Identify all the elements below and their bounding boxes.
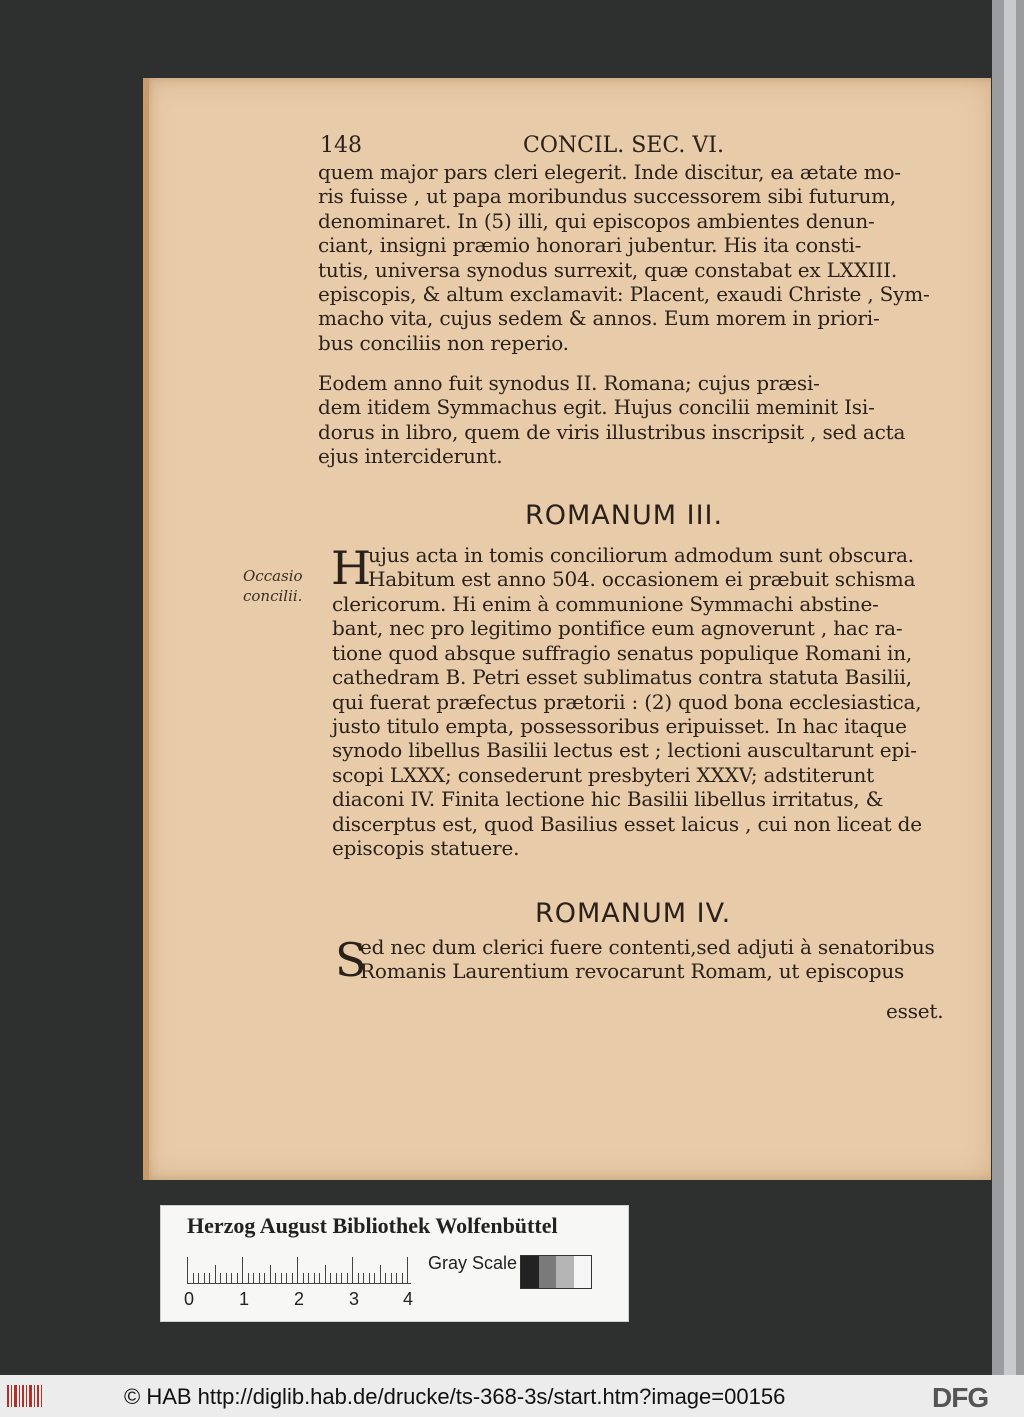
ruler-tick: [204, 1273, 205, 1283]
ruler-tick: [380, 1265, 381, 1283]
section-heading-romanum-iv: ROMANUM IV.: [535, 898, 732, 929]
text-line: ciant, insigni præmio honorari jubentur. His ita consti-: [318, 233, 862, 258]
text-line: quem major pars cleri elegerit. Inde discitur, ea ætate mo-: [318, 160, 901, 184]
text-line: dorus in libro, quem de viris illustribus inscripsit , sed acta: [318, 419, 906, 444]
text-line: tutis, universa synodus surrexit, quæ constabat ex LXXIII.: [318, 257, 898, 282]
drop-cap-h: H: [331, 541, 372, 595]
ruler-tick: [314, 1273, 315, 1283]
text-line: episcopis, & altum exclamavit: Placent, exaudi Christe , Sym-: [318, 281, 930, 306]
ruler-tick: [226, 1273, 227, 1283]
body-paragraph-2: [318, 371, 905, 469]
ruler-tick: [308, 1273, 309, 1283]
gray-swatch: [574, 1256, 592, 1288]
ruler-tick: [275, 1273, 276, 1283]
ruler-tick: [325, 1265, 326, 1283]
text-line: ris fuisse , ut papa moribundus successorem sibi futurum,: [318, 184, 897, 209]
ruler-tick: [281, 1273, 282, 1283]
text-line: scopi LXXX; consederunt presbyteri XXXV; adstiterunt: [332, 762, 874, 787]
text-line: Romanis Laurentium revocarunt Romam, ut episcopus: [360, 959, 905, 984]
ruler-tick: [231, 1273, 232, 1283]
text-line: macho vita, cujus sedem & annos. Eum morem in priori-: [318, 306, 880, 331]
ruler-tick: [242, 1257, 243, 1283]
text-line: bant, nec pro legitimo pontifice eum agnoverunt , hac ra-: [332, 616, 903, 641]
ruler-tick: [347, 1273, 348, 1283]
text-line: denominaret. In (5) illi, qui episcopos ambientes denun-: [318, 208, 875, 233]
section-heading-romanum-iii: ROMANUM III.: [525, 500, 724, 531]
margin-note-line: Occasio: [243, 567, 303, 585]
text-line: cathedram B. Petri esset sublimatus contra statuta Basilii,: [332, 665, 912, 690]
ruler-tick: [187, 1257, 188, 1283]
text-line: ed nec dum clerici fuere contenti,sed adjuti à senatoribus: [360, 935, 935, 959]
ruler-tick: [336, 1273, 337, 1283]
ruler-tick: [264, 1273, 265, 1283]
ruler-tick: [385, 1273, 386, 1283]
ruler-tick: [330, 1273, 331, 1283]
section-1-first-lines: [368, 543, 915, 592]
text-line: bus conciliis non reperio.: [318, 330, 569, 355]
drop-cap-s: S: [335, 933, 367, 987]
ruler-tick: [237, 1273, 238, 1283]
ruler-tick: [391, 1273, 392, 1283]
measurement-ruler: [187, 1255, 411, 1284]
text-line: Habitum est anno 504. occasionem ei præbuit schisma: [368, 567, 916, 592]
ruler-tick: [297, 1257, 298, 1283]
page-gutter-edge: [143, 78, 149, 1180]
text-line: justo titulo empta, possessoribus eripuisset. In hac itaque: [332, 713, 907, 738]
gray-swatch: [556, 1256, 574, 1288]
ruler-tick: [358, 1273, 359, 1283]
ruler-tick: [402, 1273, 403, 1283]
running-title: CONCIL. SEC. VI.: [523, 133, 724, 158]
text-line: clericorum. Hi enim à communione Symmachi abstine-: [332, 592, 879, 616]
text-line: discerptus est, quod Basilius esset laicus , cui non liceat de: [332, 811, 922, 836]
ruler-tick: [193, 1273, 194, 1283]
ruler-tick: [396, 1273, 397, 1283]
ruler-tick: [253, 1273, 254, 1283]
ruler-tick: [352, 1257, 353, 1283]
margin-note-line: concilii.: [243, 587, 303, 605]
ruler-tick: [303, 1273, 304, 1283]
gray-swatch: [521, 1256, 539, 1288]
copyright-link[interactable]: © HAB http://diglib.hab.de/drucke/ts-368-3s/start.htm?image=00156: [124, 1384, 786, 1409]
dfg-logo: DFG: [932, 1382, 989, 1413]
book-edge-highlight: [1004, 0, 1016, 1375]
text-line: qui fuerat præfectus prætorii : (2) quod bona ecclesiastica,: [332, 689, 922, 714]
gray-scale-swatches: [520, 1255, 592, 1289]
ruler-label: 4: [403, 1289, 414, 1309]
ruler-tick: [341, 1273, 342, 1283]
ruler-tick: [215, 1265, 216, 1283]
text-line: tione quod absque suffragio senatus populique Romani in,: [332, 640, 913, 665]
catchword: esset.: [886, 999, 944, 1023]
ruler-tick: [259, 1273, 260, 1283]
text-line: diaconi IV. Finita lectione hic Basilii libellus irritatus, &: [332, 787, 884, 812]
ruler-tick: [407, 1257, 408, 1283]
ruler-tick: [369, 1273, 370, 1283]
text-line: Eodem anno fuit synodus II. Romana; cujus præsi-: [318, 371, 820, 395]
ruler-tick: [374, 1273, 375, 1283]
section-1-body: [332, 592, 922, 860]
gray-swatch: [539, 1256, 557, 1288]
ruler-tick: [270, 1265, 271, 1283]
ruler-tick: [220, 1273, 221, 1283]
text-line: ujus acta in tomis conciliorum admodum sunt obscura.: [368, 543, 914, 567]
text-line: ejus interciderunt.: [318, 444, 503, 469]
ruler-tick: [209, 1273, 210, 1283]
text-line: dem itidem Symmachus egit. Hujus concilii meminit Isi-: [318, 395, 875, 420]
text-line: episcopis statuere.: [332, 835, 520, 860]
ruler-label: 0: [184, 1289, 195, 1309]
ruler-tick: [292, 1273, 293, 1283]
ruler-label: 2: [294, 1289, 305, 1309]
text-line: synodo libellus Basilii lectus est ; lectioni auscultarunt epi-: [332, 738, 917, 763]
gray-scale-label: Gray Scale: [428, 1253, 518, 1273]
margin-note: [243, 566, 303, 606]
page-number: 148: [320, 133, 362, 158]
ruler-label: 1: [239, 1289, 250, 1309]
barcode-icon: [6, 1381, 46, 1411]
ruler-tick: [319, 1273, 320, 1283]
library-name: Herzog August Bibliothek Wolfenbüttel: [187, 1213, 558, 1238]
section-2-body: [360, 935, 935, 984]
ruler-tick: [248, 1273, 249, 1283]
body-paragraph-1: [318, 160, 930, 355]
ruler-tick: [286, 1273, 287, 1283]
ruler-tick: [363, 1273, 364, 1283]
ruler-label: 3: [349, 1289, 360, 1309]
ruler-tick: [198, 1273, 199, 1283]
